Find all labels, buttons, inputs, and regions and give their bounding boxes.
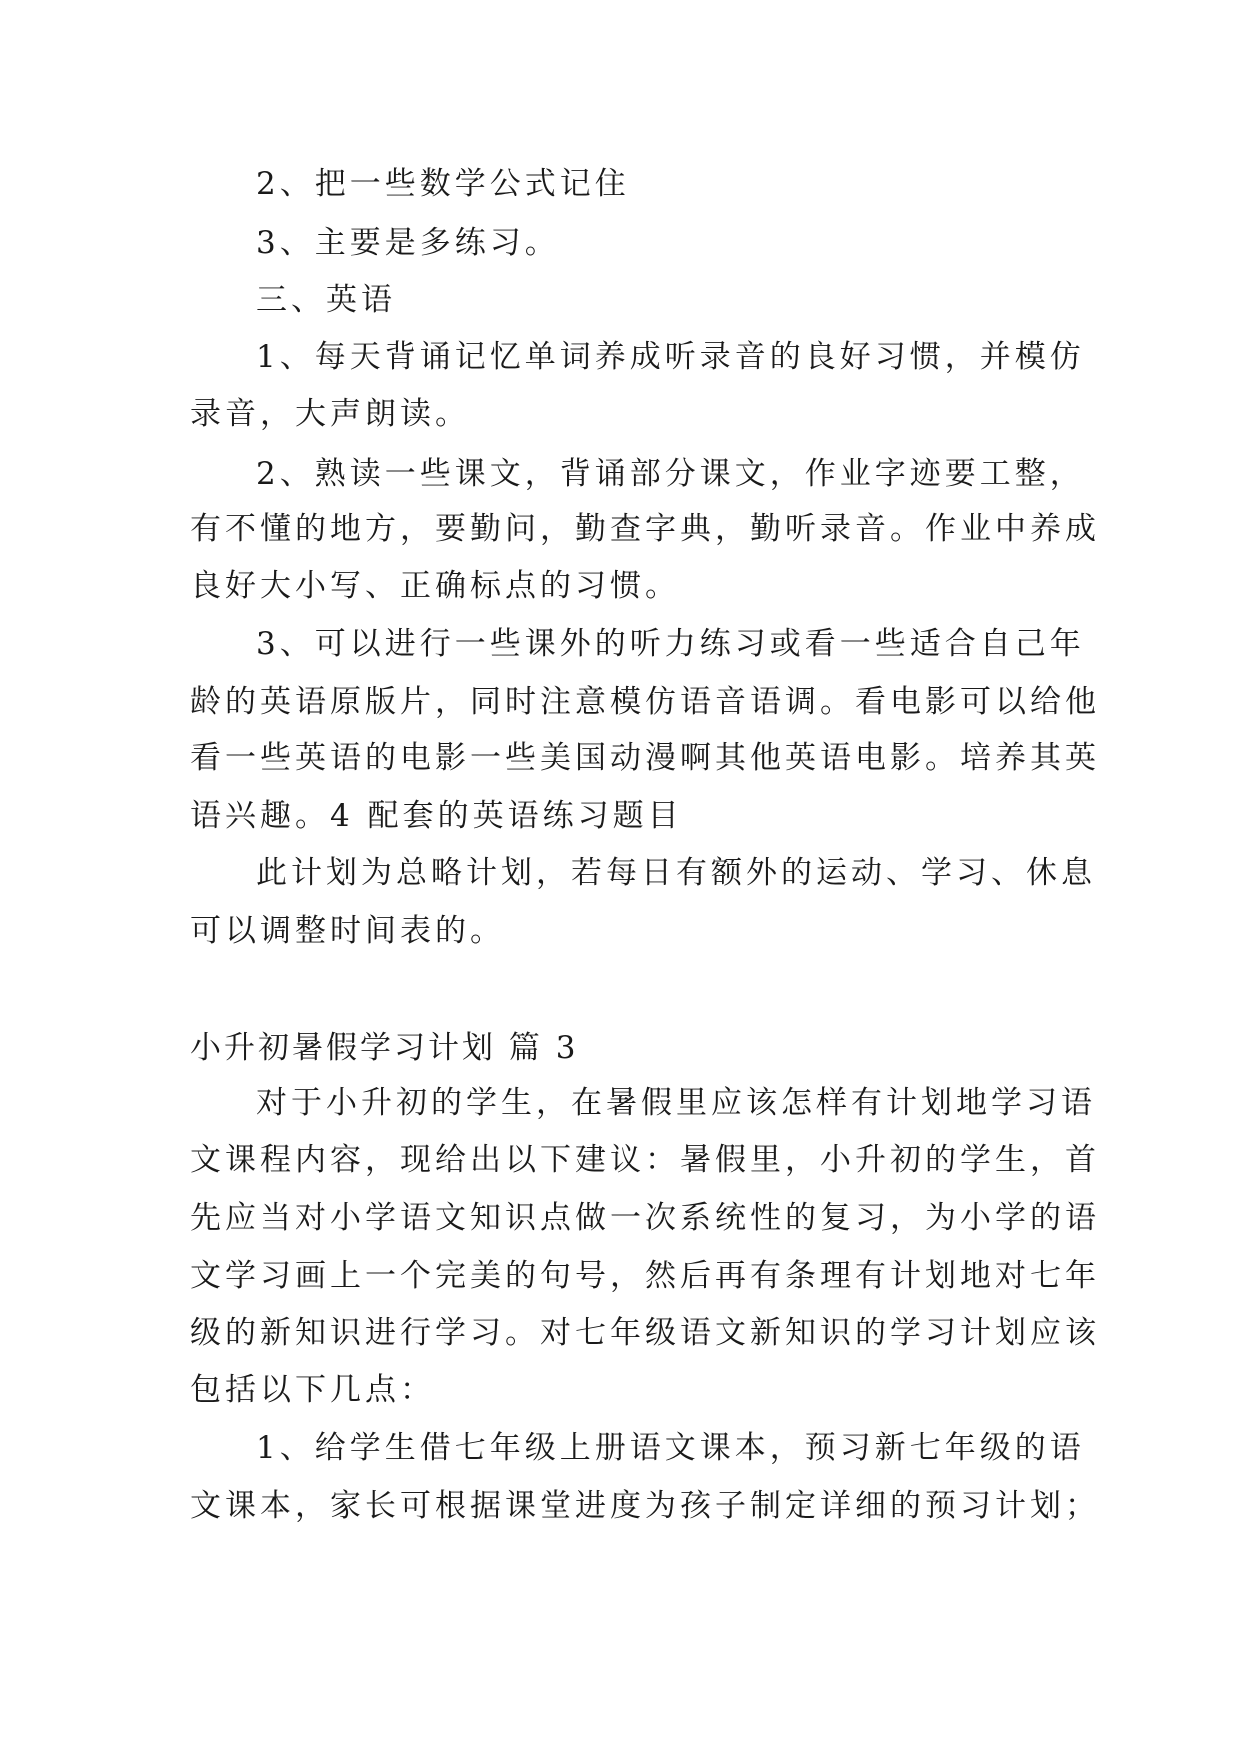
paragraph-line: 录音，大声朗读。 — [190, 396, 470, 432]
paragraph-line: 语兴趣。4 配套的英语练习题目 — [190, 798, 683, 834]
paragraph-line: 看一些英语的电影一些美国动漫啊其他英语电影。培养其英 — [190, 740, 1100, 776]
paragraph-line: 2、熟读一些课文，背诵部分课文，作业字迹要工整， — [256, 456, 1085, 492]
paragraph-line: 级的新知识进行学习。对七年级语文新知识的学习计划应该 — [190, 1315, 1100, 1351]
paragraph-line: 可以调整时间表的。 — [190, 913, 505, 949]
paragraph-line: 文课本，家长可根据课堂进度为孩子制定详细的预习计划； — [190, 1488, 1100, 1524]
paragraph-line: 3、可以进行一些课外的听力练习或看一些适合自己年 — [256, 626, 1085, 662]
paragraph-line: 龄的英语原版片，同时注意模仿语音语调。看电影可以给他 — [190, 684, 1100, 720]
paragraph-line: 对于小升初的学生，在暑假里应该怎样有计划地学习语 — [256, 1085, 1096, 1121]
paragraph-line: 有不懂的地方，要勤问，勤查字典，勤听录音。作业中养成 — [190, 511, 1100, 547]
paragraph-line: 文学习画上一个完美的句号，然后再有条理有计划地对七年 — [190, 1258, 1100, 1294]
paragraph-line: 先应当对小学语文知识点做一次系统性的复习，为小学的语 — [190, 1200, 1100, 1236]
paragraph-line: 良好大小写、正确标点的习惯。 — [190, 568, 680, 604]
article-title: 小升初暑假学习计划 篇 3 — [190, 1030, 579, 1066]
paragraph-line: 此计划为总略计划，若每日有额外的运动、学习、休息 — [256, 855, 1096, 891]
paragraph-line: 文课程内容，现给出以下建议：暑假里，小升初的学生，首 — [190, 1142, 1100, 1178]
section-heading: 三、英语 — [256, 282, 396, 318]
paragraph-line: 包括以下几点： — [190, 1372, 435, 1408]
list-item: 2、把一些数学公式记住 — [256, 166, 630, 202]
paragraph-line: 1、给学生借七年级上册语文课本，预习新七年级的语 — [256, 1430, 1085, 1466]
paragraph-line: 1、每天背诵记忆单词养成听录音的良好习惯，并模仿 — [256, 339, 1085, 375]
list-item: 3、主要是多练习。 — [256, 225, 560, 261]
